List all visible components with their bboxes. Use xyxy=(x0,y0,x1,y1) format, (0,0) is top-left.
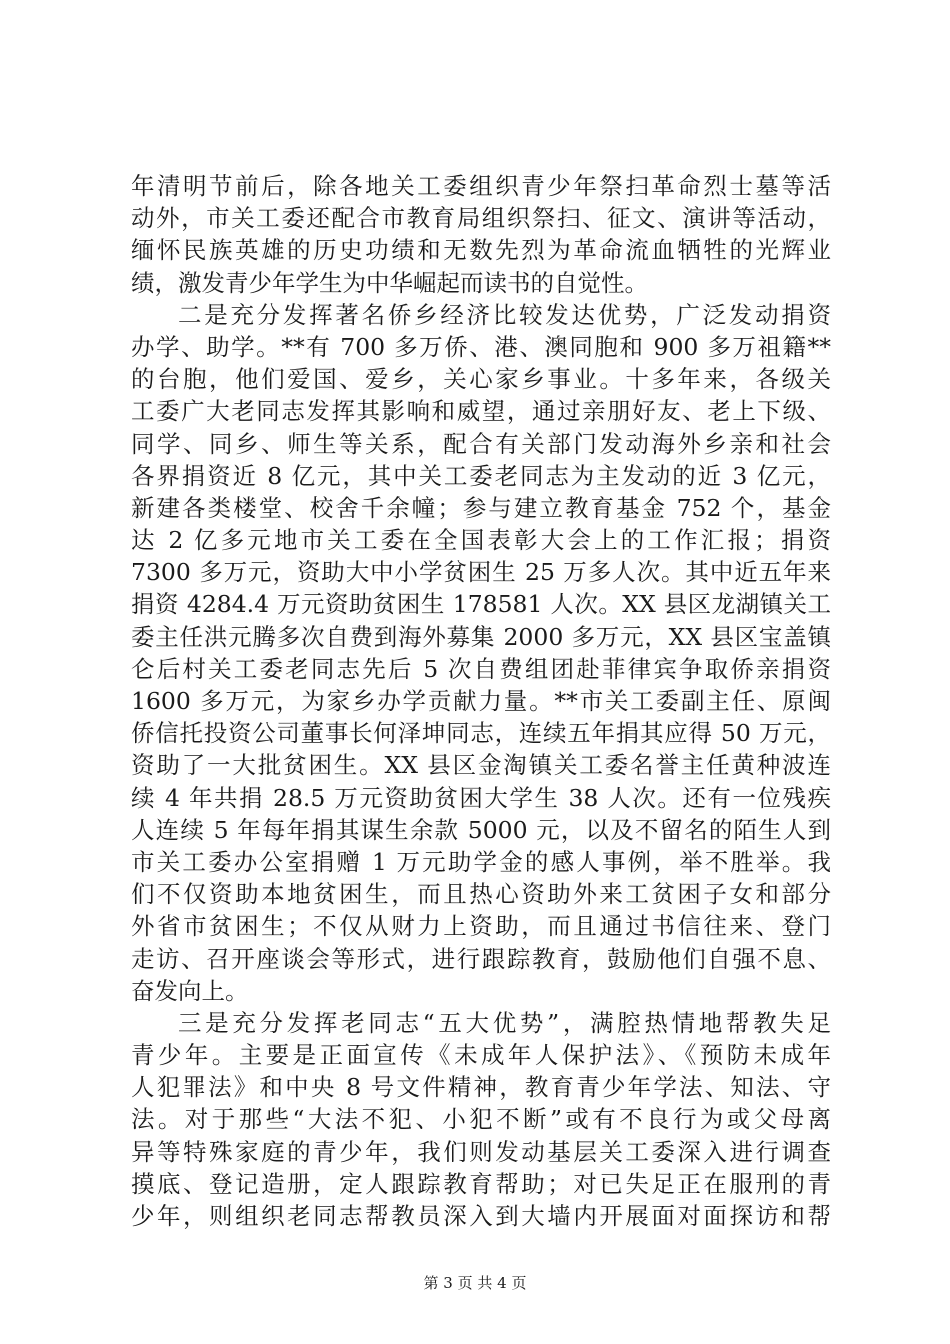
body-line: 7300 多万元，资助大中小学贫困生 25 万多人次。其中近五年来 xyxy=(131,558,831,587)
body-line: 资助了一大批贫困生。XX 县区金淘镇关工委名誉主任黄种波连 xyxy=(131,751,831,780)
body-line: 委主任洪元腾多次自费到海外募集 2000 多万元，XX 县区宝盖镇 xyxy=(131,622,831,651)
body-line: 青少年。主要是正面宣传《未成年人保护法》、《预防未成年 xyxy=(131,1041,831,1070)
body-line: 三是充分发挥老同志“五大优势”，满腔热情地帮教失足 xyxy=(178,1008,831,1037)
body-line: 市关工委办公室捐赠 1 万元助学金的感人事例，举不胜举。我 xyxy=(131,847,831,876)
body-line: 缅怀民族英雄的历史功绩和无数先烈为革命流血牺牲的光辉业 xyxy=(131,236,831,265)
body-line: 续 4 年共捐 28.5 万元资助贫困大学生 38 人次。还有一位残疾 xyxy=(131,783,831,812)
body-line: 们不仅资助本地贫困生，而且热心资助外来工贫困子女和部分 xyxy=(131,880,831,909)
body-line: 走访、召开座谈会等形式，进行跟踪教育，鼓励他们自强不息、 xyxy=(131,944,831,973)
page-number-label: 第 3 页 共 4 页 xyxy=(423,1274,527,1292)
body-line: 达 2 亿多元地市关工委在全国表彰大会上的工作汇报；捐资 xyxy=(131,526,831,555)
body-line: 动外，市关工委还配合市教育局组织祭扫、征文、演讲等活动， xyxy=(131,204,831,233)
body-line: 少年，则组织老同志帮教员深入到大墙内开展面对面探访和帮 xyxy=(131,1202,831,1230)
body-line: 捐资 4284.4 万元资助贫困生 178581 人次。XX 县区龙湖镇关工 xyxy=(131,590,831,619)
body-line: 人犯罪法》和中央 8 号文件精神，教育青少年学法、知法、守 xyxy=(131,1073,831,1102)
page-footer xyxy=(0,1272,950,1293)
body-line: 年清明节前后，除各地关工委组织青少年祭扫革命烈士墓等活 xyxy=(131,172,831,200)
body-line: 新建各类楼堂、校舍千余幢；参与建立教育基金 752 个，基金 xyxy=(131,493,831,522)
body-line: 外省市贫困生；不仅从财力上资助，而且通过书信往来、登门 xyxy=(131,912,831,941)
body-line: 的台胞，他们爱国、爱乡，关心家乡事业。十多年来，各级关 xyxy=(131,365,831,394)
body-line: 异等特殊家庭的青少年，我们则发动基层关工委深入进行调查 xyxy=(131,1137,831,1166)
body-line: 办学、助学。**有 700 多万侨、港、澳同胞和 900 多万祖籍** xyxy=(131,332,831,361)
body-line: 侨信托投资公司董事长何泽坤同志，连续五年捐其应得 50 万元， xyxy=(131,719,831,748)
body-line: 奋发向上。 xyxy=(131,976,249,1005)
body-line: 工委广大老同志发挥其影响和威望，通过亲朋好友、老上下级、 xyxy=(131,397,831,426)
body-line: 仑后村关工委老同志先后 5 次自费组团赴菲律宾争取侨亲捐资 xyxy=(131,654,831,683)
body-line: 法。对于那些“大法不犯、小犯不断”或有不良行为或父母离 xyxy=(131,1105,831,1134)
body-line: 1600 多万元，为家乡办学贡献力量。**市关工委副主任、原闽 xyxy=(131,687,831,715)
body-line: 同学、同乡、师生等关系，配合有关部门发动海外乡亲和社会 xyxy=(131,429,831,458)
body-line: 二是充分发挥著名侨乡经济比较发达优势，广泛发动捐资 xyxy=(178,300,831,329)
body-text xyxy=(131,170,831,1232)
body-line: 人连续 5 年每年捐其谋生余款 5000 元，以及不留名的陌生人到 xyxy=(131,815,831,844)
body-line: 摸底、登记造册，定人跟踪教育帮助；对已失足正在服刑的青 xyxy=(131,1169,831,1198)
body-line: 绩，激发青少年学生为中华崛起而读书的自觉性。 xyxy=(131,268,648,297)
body-line: 各界捐资近 8 亿元，其中关工委老同志为主发动的近 3 亿元， xyxy=(131,461,831,490)
